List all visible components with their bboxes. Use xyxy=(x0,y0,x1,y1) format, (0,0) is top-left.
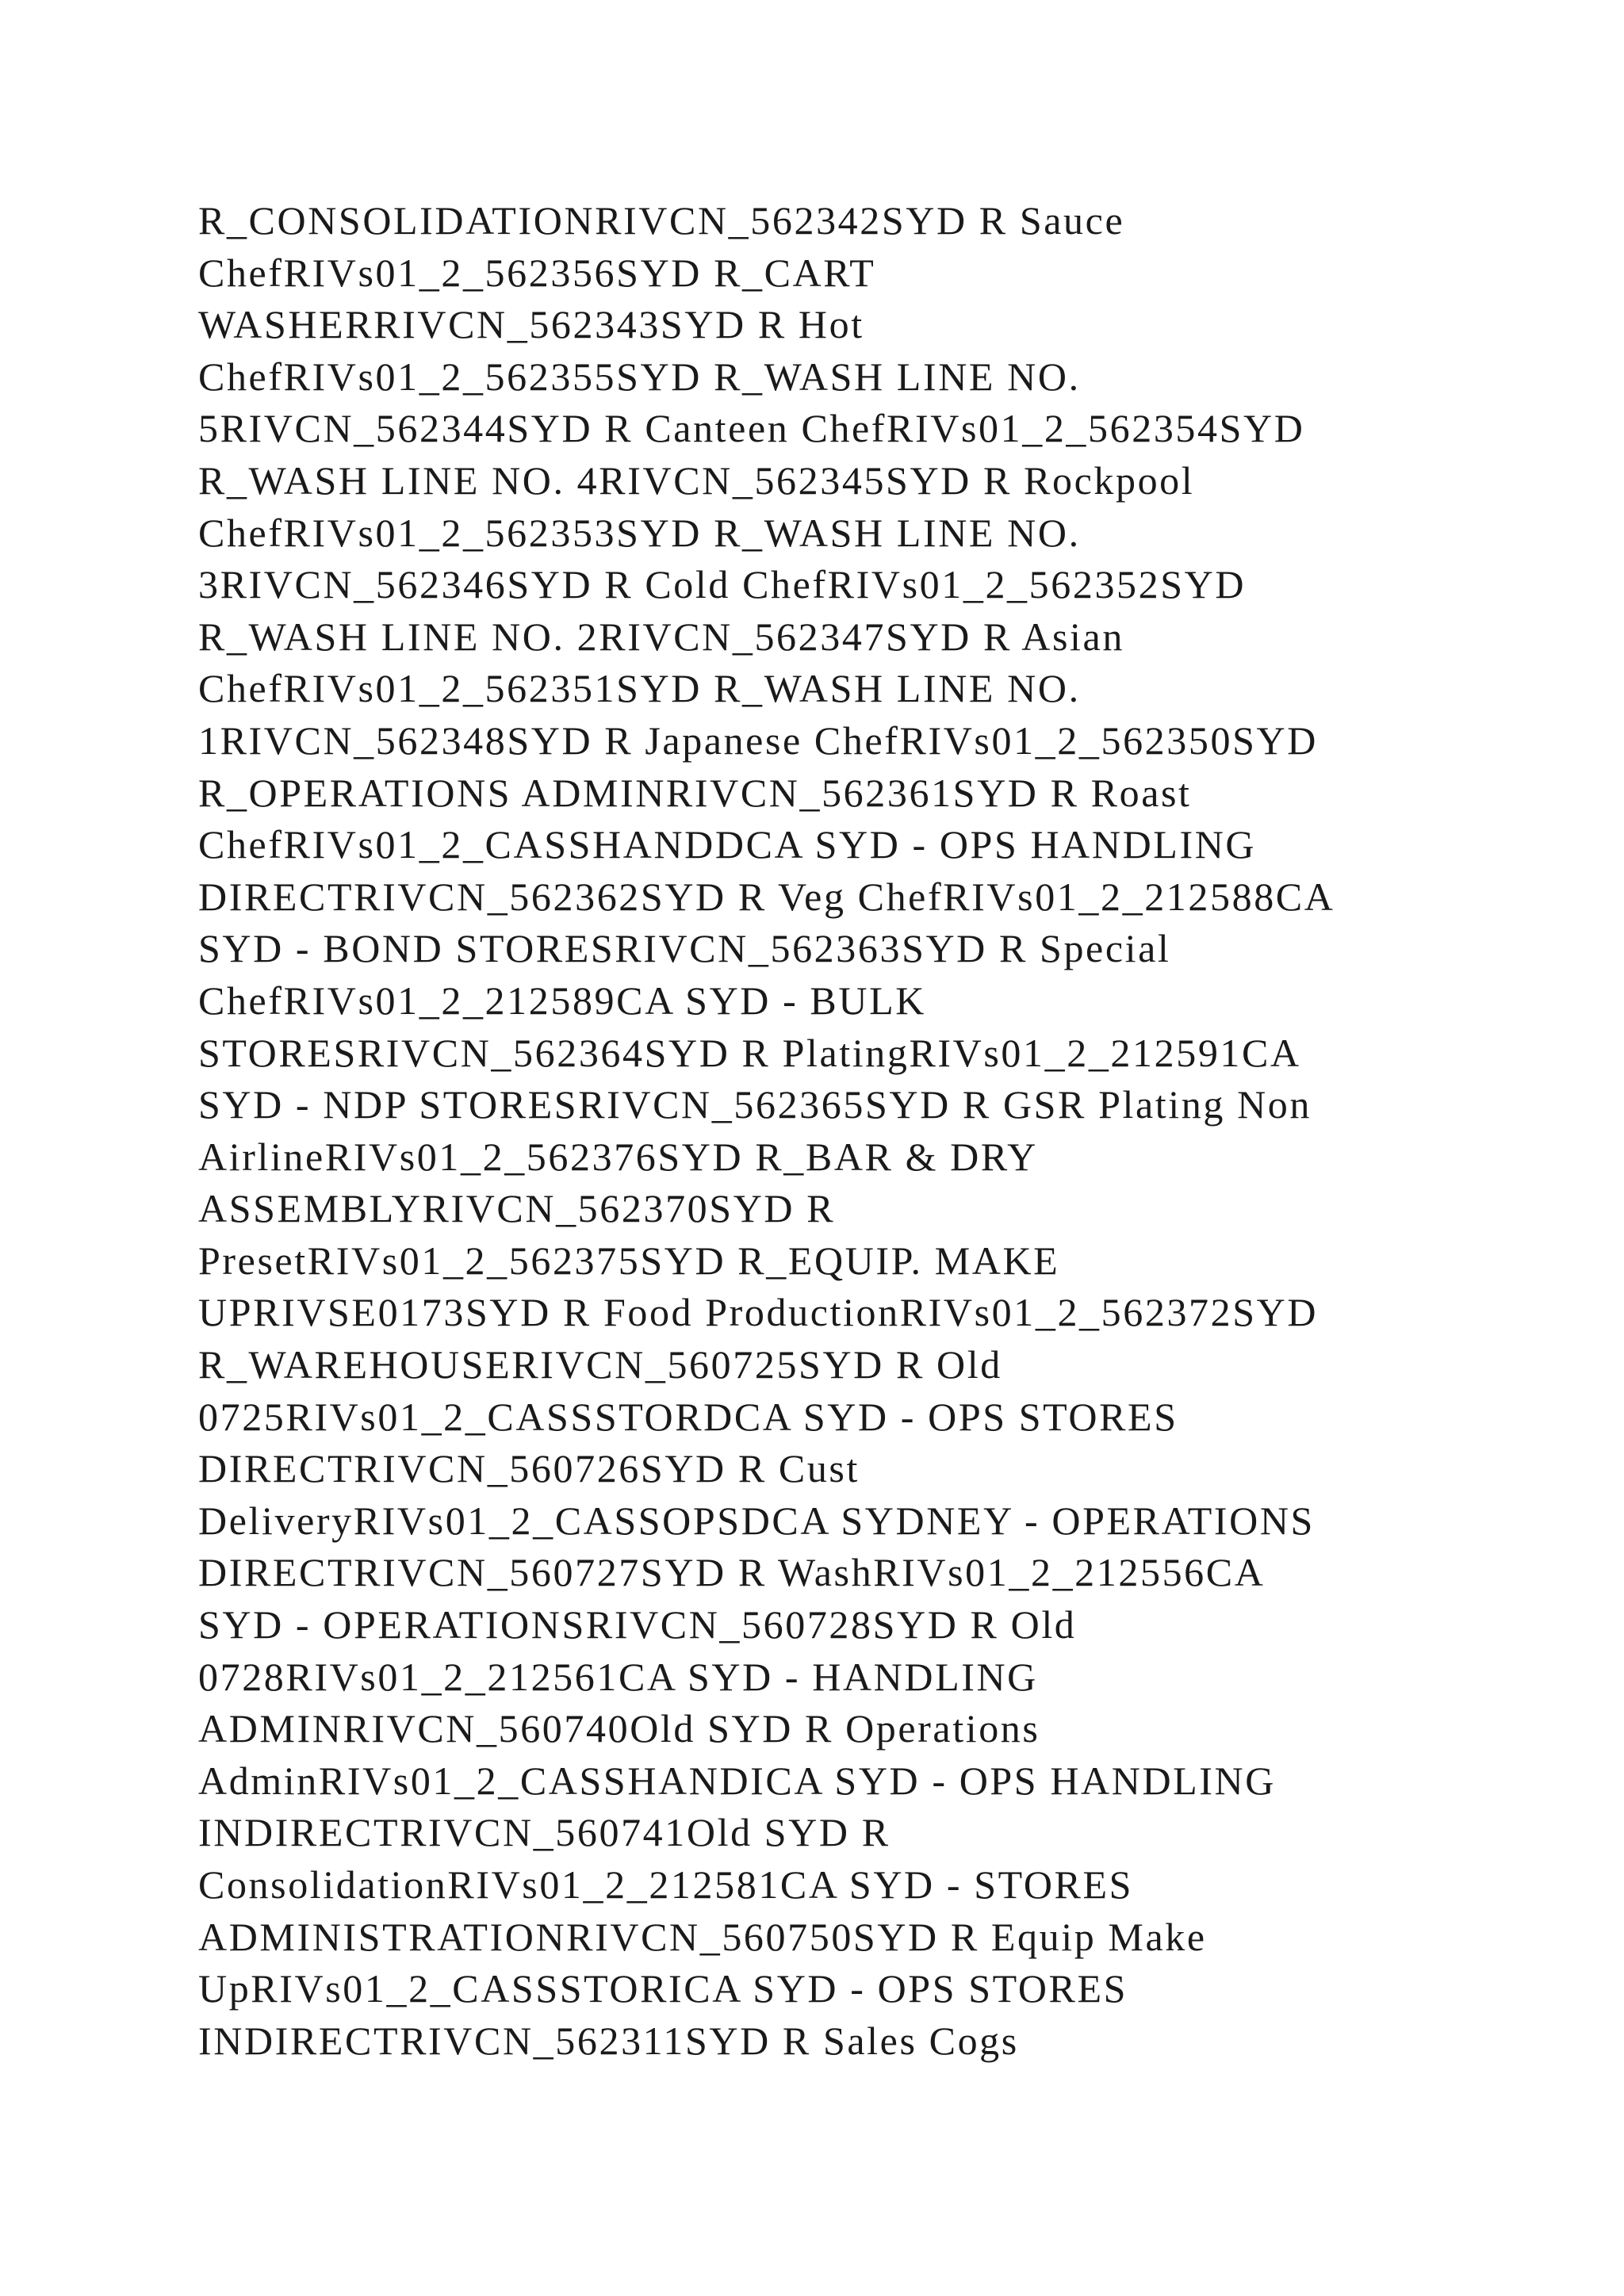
text-line: ConsolidationRIVs01_2_212581CA SYD - STORES xyxy=(198,1862,1134,1907)
text-line: AirlineRIVs01_2_562376SYD R_BAR & DRY xyxy=(198,1134,1038,1179)
document-body-text xyxy=(198,195,1507,2067)
text-line: R_WASH LINE NO. 4RIVCN_562345SYD R Rockpool xyxy=(198,457,1195,503)
text-line: ChefRIVs01_2_562355SYD R_WASH LINE NO. xyxy=(198,354,1081,399)
text-line: ChefRIVs01_2_562353SYD R_WASH LINE NO. xyxy=(198,510,1081,555)
text-line: SYD - NDP STORESRIVCN_562365SYD R GSR Plating Non xyxy=(198,1082,1312,1127)
text-line: UPRIVSE0173SYD R Food ProductionRIVs01_2_562372SYD xyxy=(198,1290,1319,1335)
text-line: 0728RIVs01_2_212561CA SYD - HANDLING xyxy=(198,1654,1038,1699)
text-line: DIRECTRIVCN_562362SYD R Veg ChefRIVs01_2_212588CA xyxy=(198,874,1335,919)
text-line: DeliveryRIVs01_2_CASSOPSDCA SYDNEY - OPERATIONS xyxy=(198,1498,1315,1543)
text-line: DIRECTRIVCN_560726SYD R Cust xyxy=(198,1446,860,1491)
text-line: ChefRIVs01_2_CASSHANDDCA SYD - OPS HANDLING xyxy=(198,822,1257,867)
text-line: DIRECTRIVCN_560727SYD R WashRIVs01_2_212556CA xyxy=(198,1550,1266,1595)
text-line: 0725RIVs01_2_CASSSTORDCA SYD - OPS STORES xyxy=(198,1394,1178,1439)
text-line: 3RIVCN_562346SYD R Cold ChefRIVs01_2_562352SYD xyxy=(198,562,1247,607)
text-line: ASSEMBLYRIVCN_562370SYD R xyxy=(198,1186,836,1231)
text-line: INDIRECTRIVCN_560741Old SYD R xyxy=(198,1810,891,1855)
text-line: R_CONSOLIDATIONRIVCN_562342SYD R Sauce xyxy=(198,198,1125,243)
text-line: R_WAREHOUSERIVCN_560725SYD R Old xyxy=(198,1342,1002,1387)
text-line: ChefRIVs01_2_562351SYD R_WASH LINE NO. xyxy=(198,666,1081,711)
text-line: PresetRIVs01_2_562375SYD R_EQUIP. MAKE xyxy=(198,1238,1060,1283)
text-line: INDIRECTRIVCN_562311SYD R Sales Cogs xyxy=(198,2018,1019,2063)
text-line: SYD - OPERATIONSRIVCN_560728SYD R Old xyxy=(198,1602,1077,1647)
text-line: 1RIVCN_562348SYD R Japanese ChefRIVs01_2_562350SYD xyxy=(198,718,1318,763)
text-line: STORESRIVCN_562364SYD R PlatingRIVs01_2_212591CA xyxy=(198,1030,1301,1075)
text-line: WASHERRIVCN_562343SYD R Hot xyxy=(198,302,864,347)
text-line: ChefRIVs01_2_562356SYD R_CART xyxy=(198,250,876,295)
text-line: 5RIVCN_562344SYD R Canteen ChefRIVs01_2_562354SYD xyxy=(198,406,1305,451)
text-line: ChefRIVs01_2_212589CA SYD - BULK xyxy=(198,978,926,1023)
text-line: ADMINISTRATIONRIVCN_560750SYD R Equip Make xyxy=(198,1914,1207,1959)
text-line: SYD - BOND STORESRIVCN_562363SYD R Special xyxy=(198,926,1171,971)
text-line: UpRIVs01_2_CASSSTORICA SYD - OPS STORES xyxy=(198,1966,1128,2011)
text-line: AdminRIVs01_2_CASSHANDICA SYD - OPS HANDLING xyxy=(198,1758,1276,1803)
text-line: R_WASH LINE NO. 2RIVCN_562347SYD R Asian xyxy=(198,614,1124,659)
text-line: ADMINRIVCN_560740Old SYD R Operations xyxy=(198,1706,1040,1751)
text-line: R_OPERATIONS ADMINRIVCN_562361SYD R Roast xyxy=(198,770,1192,815)
